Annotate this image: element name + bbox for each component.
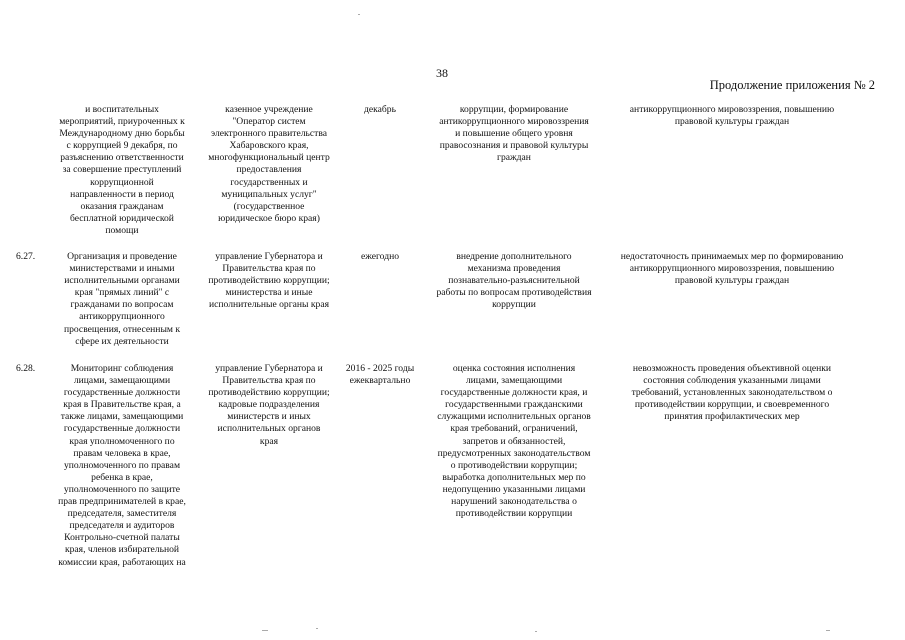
result-cell: внедрение дополнительного механизма проведения познавательно-разъяснительной работы по вопросам противодействия коррупции xyxy=(436,251,592,311)
row-number: 6.27. xyxy=(16,251,36,262)
scan-speck xyxy=(535,631,537,632)
row-number: 6.28. xyxy=(16,363,36,374)
page-number: 38 xyxy=(436,66,448,80)
result-cell: коррупции, формирование антикоррупционного мировоззрения и повышение общего уровня правосознания и правовой культуры граждан xyxy=(439,104,589,164)
event-cell: и воспитательных мероприятий, приуроченных к Международному дню борьбы с коррупцией 9 декабря, по разъяснению ответственности за совершение преступлений коррупционной направленности в период оказания гражданам бесплатной юридической помощи xyxy=(59,104,185,236)
risk-cell: антикоррупционного мировоззрения, повышению правовой культуры граждан xyxy=(629,104,835,128)
scan-speck xyxy=(826,630,830,631)
scan-speck xyxy=(262,630,268,631)
executor-cell: управление Губернатора и Правительства края по противодействию коррупции; кадровые подразделения министерств и иных исполнительных органов края xyxy=(208,363,330,447)
executor-cell: казенное учреждение "Оператор систем электронного правительства Хабаровского края, многофункциональный центр предоставления государственных и муниципальных услуг" (государственное юридическое бюро края) xyxy=(208,104,330,224)
scan-speck xyxy=(358,14,360,15)
scan-speck xyxy=(316,628,318,629)
risk-cell: недостаточность принимаемых мер по формированию антикоррупционного мировоззрения, повышению правовой культуры граждан xyxy=(620,251,844,287)
event-cell: Организация и проведение министерствами и иными исполнительными органами края "прямых линий" с гражданами по вопросам антикоррупционного просвещения, отнесенным к сфере их деятельности xyxy=(63,251,181,347)
appendix-continuation-note: Продолжение приложения № 2 xyxy=(709,78,875,92)
risk-cell: невозможность проведения объективной оценки состояния соблюдения указанными лицами требований, установленных законодательством о противодействии коррупции, и своевременного принятия профилактических мер xyxy=(631,363,833,423)
result-cell: оценка состояния исполнения лицами, замещающими государственные должности края, и государственными гражданскими служащими исполнительных органов края требований, ограничений, запретов и обязанностей, предусмотренных законодательством о противодействии коррупции; выработка дополнительных мер по недопущению указанными лицами нарушений законодательства о противодействии коррупции xyxy=(437,363,591,520)
term-cell: декабрь xyxy=(364,104,396,115)
term-cell: ежегодно xyxy=(360,251,400,262)
executor-cell: управление Губернатора и Правительства края по противодействию коррупции; министерства и иные исполнительные органы края xyxy=(208,251,330,311)
term-cell: 2016 - 2025 годы ежеквартально xyxy=(345,363,415,387)
event-cell: Мониторинг соблюдения лицами, замещающими государственные должности края в Правительстве края, а также лицами, замещающими государственные должности края уполномоченного по правам человека в крае, уполномоченного по правам ребенка в крае, уполномоченного по защите прав предпринимателей в крае, председателя, заместителя председателя и аудиторов Контрольно-счетной палаты края, членов избирательной комиссии края, работающих на xyxy=(58,363,186,568)
